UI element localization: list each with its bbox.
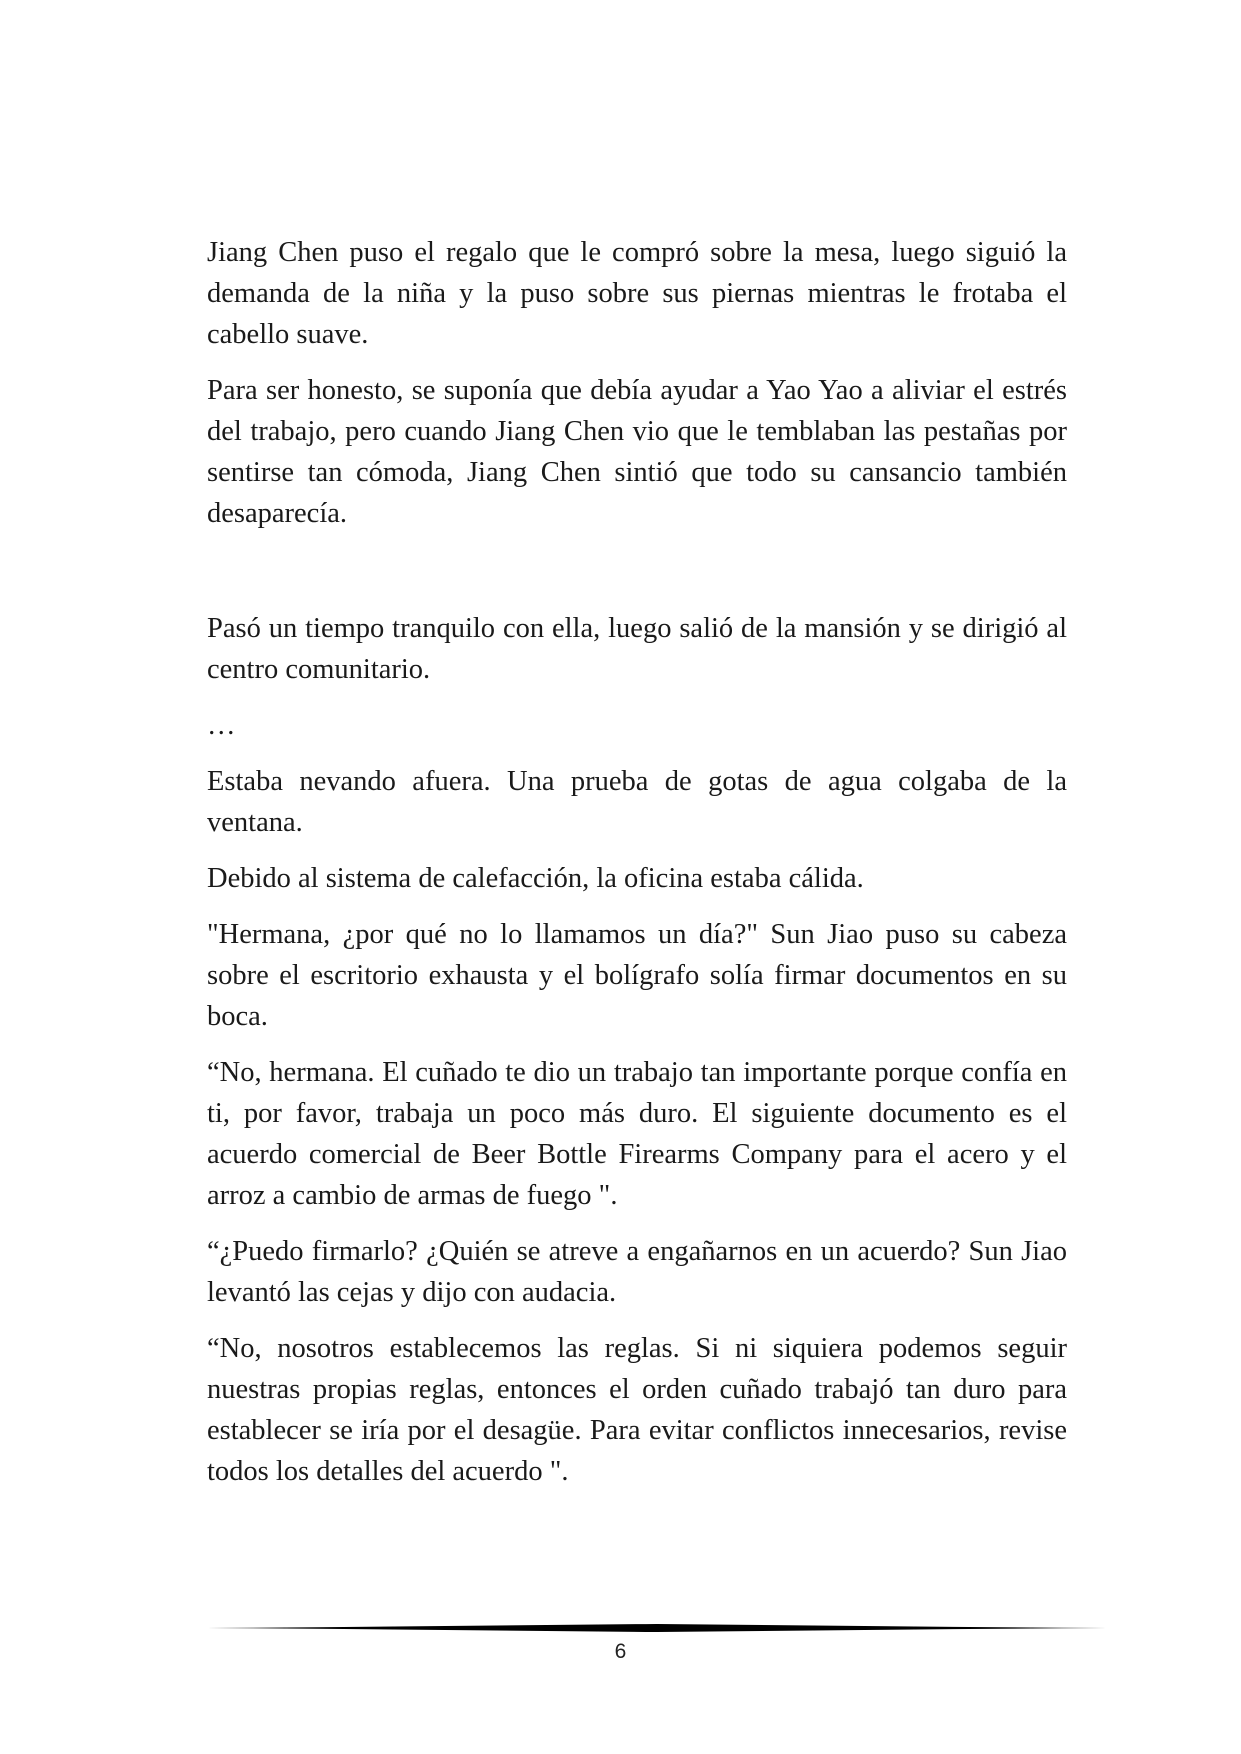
- paragraph: “¿Puedo firmarlo? ¿Quién se atreve a engañarnos en un acuerdo? Sun Jiao levantó las cejas y dijo con audacia.: [207, 1236, 1067, 1308]
- paragraph: Jiang Chen puso el regalo que le compró sobre la mesa, luego siguió la demanda de la niña y la puso sobre sus piernas mientras le frotaba el cabello suave.: [207, 237, 1067, 350]
- scene-break-ellipsis: …: [207, 710, 236, 741]
- paragraph: “No, hermana. El cuñado te dio un trabajo tan importante porque confía en ti, por favor, trabaja un poco más duro. El siguiente documento es el acuerdo comercial de Beer Bottle Firearms Company para el acero y el arroz a cambio de armas de fuego ".: [207, 1057, 1067, 1211]
- footer-divider: [207, 1622, 1107, 1634]
- paragraph: Debido al sistema de calefacción, la oficina estaba cálida.: [207, 863, 864, 894]
- paragraph: “No, nosotros establecemos las reglas. Si ni siquiera podemos seguir nuestras propias reglas, entonces el orden cuñado trabajó tan duro para establecer se iría por el desagüe. Para evitar conflictos innecesarios, revise todos los detalles del acuerdo ".: [207, 1333, 1067, 1487]
- paragraph: Estaba nevando afuera. Una prueba de gotas de agua colgaba de la ventana.: [207, 766, 1067, 838]
- paragraph: Pasó un tiempo tranquilo con ella, luego salió de la mansión y se dirigió al centro comunitario.: [207, 613, 1067, 685]
- paragraph: "Hermana, ¿por qué no lo llamamos un día?" Sun Jiao puso su cabeza sobre el escritorio exhausta y el bolígrafo solía firmar documentos en su boca.: [207, 919, 1067, 1032]
- paragraph: Para ser honesto, se suponía que debía ayudar a Yao Yao a aliviar el estrés del trabajo, pero cuando Jiang Chen vio que le temblaban las pestañas por sentirse tan cómoda, Jiang Chen sintió que todo su cansancio también desaparecía.: [207, 375, 1067, 529]
- page-number: 6: [614, 1640, 627, 1663]
- body-text: [207, 232, 1067, 1492]
